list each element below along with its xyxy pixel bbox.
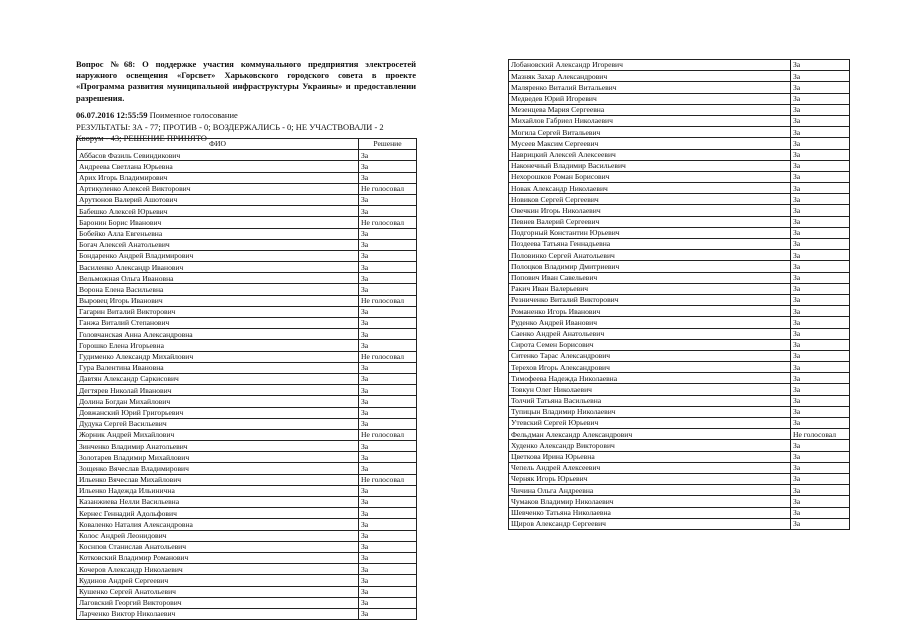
table-row	[77, 194, 417, 205]
deputy-name: Ильенко Вячеслав Михайлович	[77, 474, 359, 485]
question-text: Вопрос №68: О поддержке участия коммунального предприятия электросетей наружного освещения «Горсвет» Харьковского городского совета в проекте «Программа развития муниципальной инфраструктуры Украины» и предоставлении разрешения.	[76, 59, 416, 103]
vote-decision: За	[359, 340, 417, 351]
deputy-name: Щиров Александр Сергеевич	[509, 518, 791, 529]
table-row	[77, 250, 417, 261]
table-row	[77, 340, 417, 351]
vote-decision: За	[359, 150, 417, 161]
vote-decision: Не голосовал	[359, 429, 417, 440]
deputy-name: Попович Иван Савельевич	[509, 272, 791, 283]
table-row	[509, 171, 850, 182]
table-row	[509, 294, 850, 305]
table-row	[509, 384, 850, 395]
table-row	[77, 362, 417, 373]
table-row	[77, 597, 417, 608]
deputy-name: Зинченко Владимир Анатольевич	[77, 441, 359, 452]
deputy-name: Выровец Игорь Иванович	[77, 295, 359, 306]
vote-decision: За	[791, 160, 850, 171]
deputy-name: Шевченко Татьяна Николаевна	[509, 507, 791, 518]
left-table-body	[77, 150, 417, 620]
deputy-name: Медведев Юрий Игоревич	[509, 93, 791, 104]
vote-decision: За	[359, 519, 417, 530]
vote-decision: За	[791, 171, 850, 182]
deputy-name: Ларченко Виктор Николаевич	[77, 608, 359, 619]
vote-decision: За	[791, 250, 850, 261]
deputy-name: Ракич Иван Валерьевич	[509, 283, 791, 294]
vote-decision: За	[359, 239, 417, 250]
deputy-name: Головчанская Анна Александровна	[77, 329, 359, 340]
table-row	[509, 115, 850, 126]
vote-decision: За	[359, 329, 417, 340]
deputy-name: Жорник Андрей Михайлович	[77, 429, 359, 440]
table-row	[77, 508, 417, 519]
vote-decision: За	[791, 239, 850, 250]
vote-decision: За	[359, 463, 417, 474]
deputy-name: Толчий Татьяна Васильевна	[509, 395, 791, 406]
vote-decision: За	[791, 485, 850, 496]
vote-decision: За	[791, 440, 850, 451]
deputy-name: Котковский Владимир Романович	[77, 552, 359, 563]
vote-decision: За	[791, 473, 850, 484]
vote-decision: Не голосовал	[359, 474, 417, 485]
right-vote-table	[508, 59, 850, 530]
deputy-name: Маляренко Виталий Витальевич	[509, 82, 791, 93]
vote-decision: За	[791, 272, 850, 283]
deputy-name: Тупицын Владимир Николаевич	[509, 406, 791, 417]
vote-decision: За	[791, 138, 850, 149]
table-row	[509, 183, 850, 194]
deputy-name: Артикуленко Алексей Викторович	[77, 183, 359, 194]
table-row	[509, 127, 850, 138]
vote-decision: За	[359, 362, 417, 373]
table-row	[509, 440, 850, 451]
vote-decision: Не голосовал	[359, 351, 417, 362]
deputy-name: Бондаренко Андрей Владимирович	[77, 250, 359, 261]
table-row	[77, 329, 417, 340]
table-row	[77, 463, 417, 474]
table-row	[77, 183, 417, 194]
deputy-name: Чепель Андрей Алексеевич	[509, 462, 791, 473]
table-row	[509, 328, 850, 339]
deputy-name: Кудинов Андрей Сергеевич	[77, 575, 359, 586]
deputy-name: Могила Сергей Витальевич	[509, 127, 791, 138]
vote-decision: За	[791, 115, 850, 126]
deputy-name: Черняк Игорь Юрьевич	[509, 473, 791, 484]
table-row	[509, 507, 850, 518]
vote-decision: За	[359, 284, 417, 295]
vote-decision: За	[359, 318, 417, 329]
vote-decision: За	[359, 497, 417, 508]
deputy-name: Товкун Олег Николаевич	[509, 384, 791, 395]
vote-decision: За	[791, 71, 850, 82]
vote-decision: За	[791, 384, 850, 395]
vote-decision: За	[359, 508, 417, 519]
vote-decision: За	[359, 564, 417, 575]
table-row	[509, 485, 850, 496]
table-row	[77, 530, 417, 541]
vote-decision: За	[791, 205, 850, 216]
deputy-name: Бобейко Алла Евгеньевна	[77, 228, 359, 239]
table-row	[509, 418, 850, 429]
deputy-name: Арих Игорь Владимирович	[77, 172, 359, 183]
deputy-name: Ворона Елена Васильевна	[77, 284, 359, 295]
vote-decision: За	[791, 127, 850, 138]
table-row	[77, 441, 417, 452]
table-row	[509, 104, 850, 115]
deputy-name: Мазняк Захар Александрович	[509, 71, 791, 82]
table-row	[509, 339, 850, 350]
deputy-name: Михайлов Габриел Николаевич	[509, 115, 791, 126]
vote-decision: За	[359, 194, 417, 205]
table-row	[77, 608, 417, 619]
column-header-name: ФИО	[77, 139, 359, 150]
table-row	[509, 138, 850, 149]
quorum-line: Кворум - 43; РЕШЕНИЕ ПРИНЯТО	[76, 133, 207, 144]
table-row	[509, 149, 850, 160]
vote-decision: За	[791, 294, 850, 305]
table-row	[509, 283, 850, 294]
table-row	[509, 496, 850, 507]
table-row	[77, 575, 417, 586]
vote-decision: За	[359, 228, 417, 239]
table-row	[509, 194, 850, 205]
vote-decision: За	[791, 60, 850, 71]
deputy-name: Поздеева Татьяна Геннадьевна	[509, 239, 791, 250]
deputy-name: Баронин Борис Иванович	[77, 217, 359, 228]
table-row	[509, 317, 850, 328]
table-row	[509, 306, 850, 317]
deputy-name: Мезенцева Мария Сергеевна	[509, 104, 791, 115]
vote-decision: За	[359, 485, 417, 496]
deputy-name: Арутюнов Валерий Ашотович	[77, 194, 359, 205]
table-row	[509, 406, 850, 417]
table-row	[509, 250, 850, 261]
table-row	[509, 71, 850, 82]
deputy-name: Чумаков Владимир Николаевич	[509, 496, 791, 507]
vote-decision: За	[791, 373, 850, 384]
table-row	[77, 306, 417, 317]
vote-decision: За	[359, 452, 417, 463]
vote-decision: За	[791, 339, 850, 350]
vote-decision: Не голосовал	[359, 183, 417, 194]
table-row	[509, 82, 850, 93]
vote-decision: Не голосовал	[791, 429, 850, 440]
table-row	[77, 351, 417, 362]
table-row	[77, 172, 417, 183]
deputy-name: Лобановский Александр Игоревич	[509, 60, 791, 71]
vote-decision: За	[359, 407, 417, 418]
table-row	[509, 160, 850, 171]
table-row	[509, 227, 850, 238]
table-row	[77, 228, 417, 239]
deputy-name: Долина Богдан Михайлович	[77, 396, 359, 407]
vote-decision: За	[791, 451, 850, 462]
vote-decision: За	[359, 396, 417, 407]
table-row	[77, 497, 417, 508]
deputy-name: Бабешко Алексей Юрьевич	[77, 206, 359, 217]
table-row	[77, 418, 417, 429]
vote-decision: За	[791, 496, 850, 507]
vote-datetime: 06.07.2016 12:55:59	[76, 109, 148, 120]
vote-decision: За	[359, 262, 417, 273]
vote-type: Поименное голосование	[149, 109, 238, 120]
table-row	[509, 373, 850, 384]
vote-decision: За	[359, 385, 417, 396]
vote-decision: За	[791, 227, 850, 238]
table-row	[509, 272, 850, 283]
deputy-name: Аббасов Фазиль Севиндикович	[77, 150, 359, 161]
table-row	[509, 429, 850, 440]
table-row	[77, 150, 417, 161]
deputy-name: Кушенко Сергей Анатольевич	[77, 586, 359, 597]
vote-decision: За	[359, 586, 417, 597]
deputy-name: Певнев Валерий Сергеевич	[509, 216, 791, 227]
vote-decision: За	[359, 575, 417, 586]
table-row	[509, 93, 850, 104]
vote-decision: За	[359, 541, 417, 552]
table-row	[509, 216, 850, 227]
deputy-name: Овечкин Игорь Николаевич	[509, 205, 791, 216]
column-header-decision: Решение	[359, 139, 417, 150]
deputy-name: Резниченко Виталий Викторович	[509, 294, 791, 305]
vote-decision: За	[791, 406, 850, 417]
deputy-name: Руденко Андрей Иванович	[509, 317, 791, 328]
deputy-name: Терехов Игорь Александрович	[509, 362, 791, 373]
vote-decision: За	[359, 552, 417, 563]
table-header-row	[77, 139, 417, 150]
vote-decision: За	[359, 306, 417, 317]
deputy-name: Коваленко Наталия Александровна	[77, 519, 359, 530]
table-row	[77, 407, 417, 418]
deputy-name: Казанжиева Нелли Васильевна	[77, 497, 359, 508]
table-row	[509, 362, 850, 373]
deputy-name: Кернес Геннадий Адольфович	[77, 508, 359, 519]
table-row	[509, 60, 850, 71]
deputy-name: Ганжа Виталий Степанович	[77, 318, 359, 329]
deputy-name: Гура Валентина Ивановна	[77, 362, 359, 373]
deputy-name: Золотарев Владимир Михайлович	[77, 452, 359, 463]
deputy-name: Василенко Александр Иванович	[77, 262, 359, 273]
deputy-name: Дегтярев Николай Иванович	[77, 385, 359, 396]
vote-decision: За	[359, 206, 417, 217]
table-row	[77, 396, 417, 407]
vote-decision: Не голосовал	[359, 295, 417, 306]
deputy-name: Зощенко Вячеслав Владимирович	[77, 463, 359, 474]
vote-decision: За	[791, 462, 850, 473]
document-header	[76, 59, 416, 144]
deputy-name: Фельдман Александр Александрович	[509, 429, 791, 440]
vote-decision: За	[791, 149, 850, 160]
table-row	[509, 395, 850, 406]
deputy-name: Утевский Сергей Юрьевич	[509, 418, 791, 429]
vote-decision: За	[359, 597, 417, 608]
table-row	[77, 284, 417, 295]
vote-decision: За	[791, 350, 850, 361]
table-row	[77, 385, 417, 396]
vote-decision: За	[791, 362, 850, 373]
table-row	[509, 350, 850, 361]
deputy-name: Кочеров Александр Николаевич	[77, 564, 359, 575]
deputy-name: Мусеев Максим Сергеевич	[509, 138, 791, 149]
deputy-name: Тимофеева Надежда Николаевна	[509, 373, 791, 384]
table-row	[77, 429, 417, 440]
deputy-name: Полоцков Владимир Дмитриевич	[509, 261, 791, 272]
table-row	[77, 564, 417, 575]
vote-decision: За	[791, 328, 850, 339]
vote-decision: За	[791, 104, 850, 115]
deputy-name: Вельможная Ольга Ивановна	[77, 273, 359, 284]
vote-decision: За	[791, 283, 850, 294]
deputy-name: Гудименко Александр Михайлович	[77, 351, 359, 362]
table-row	[77, 485, 417, 496]
table-row	[77, 474, 417, 485]
deputy-name: Нехорошков Роман Борисович	[509, 171, 791, 182]
deputy-name: Наврицкий Алексей Алексеевич	[509, 149, 791, 160]
deputy-name: Дудука Сергей Васильевич	[77, 418, 359, 429]
vote-decision: За	[359, 273, 417, 284]
deputy-name: Андреева Светлана Юрьевна	[77, 161, 359, 172]
right-table-body	[509, 60, 850, 530]
deputy-name: Саенко Андрей Анатольевич	[509, 328, 791, 339]
table-row	[77, 217, 417, 228]
vote-decision: За	[791, 518, 850, 529]
vote-decision: Не голосовал	[359, 217, 417, 228]
table-row	[77, 373, 417, 384]
table-row	[77, 318, 417, 329]
vote-decision: За	[791, 507, 850, 518]
vote-decision: За	[791, 93, 850, 104]
vote-decision: За	[359, 161, 417, 172]
table-row	[509, 518, 850, 529]
table-row	[77, 239, 417, 250]
deputy-name: Колос Андрей Леонидович	[77, 530, 359, 541]
table-row	[77, 161, 417, 172]
table-row	[77, 273, 417, 284]
table-row	[509, 261, 850, 272]
vote-results: РЕЗУЛЬТАТЫ: ЗА - 77; ПРОТИВ - 0; ВОЗДЕРЖАЛИСЬ - 0; НЕ УЧАСТВОВАЛИ - 2	[76, 122, 384, 133]
deputy-name: Новиков Сергей Сергеевич	[509, 194, 791, 205]
deputy-name: Довжанский Юрий Григорьевич	[77, 407, 359, 418]
deputy-name: Богач Алексей Анатольевич	[77, 239, 359, 250]
vote-decision: За	[359, 172, 417, 183]
vote-decision: За	[791, 216, 850, 227]
table-row	[77, 295, 417, 306]
table-row	[77, 452, 417, 463]
table-row	[509, 462, 850, 473]
vote-decision: За	[359, 250, 417, 261]
deputy-name: Сирота Семен Борисович	[509, 339, 791, 350]
deputy-name: Ситенко Тарас Александрович	[509, 350, 791, 361]
vote-decision: За	[359, 373, 417, 384]
table-row	[77, 206, 417, 217]
table-row	[509, 239, 850, 250]
deputy-name: Давтян Александр Саркисович	[77, 373, 359, 384]
table-row	[509, 205, 850, 216]
vote-decision: За	[791, 317, 850, 328]
table-row	[77, 552, 417, 563]
table-row	[77, 262, 417, 273]
vote-decision: За	[791, 395, 850, 406]
deputy-name: Ильенко Надежда Ильинична	[77, 485, 359, 496]
vote-decision: За	[791, 82, 850, 93]
table-row	[509, 473, 850, 484]
deputy-name: Лаговский Георгий Викторович	[77, 597, 359, 608]
vote-decision: За	[359, 418, 417, 429]
deputy-name: Романенко Игорь Иванович	[509, 306, 791, 317]
deputy-name: Новак Александр Николаевич	[509, 183, 791, 194]
deputy-name: Худенко Александр Викторович	[509, 440, 791, 451]
vote-decision: За	[791, 306, 850, 317]
deputy-name: Чичина Ольга Андреевна	[509, 485, 791, 496]
table-row	[77, 586, 417, 597]
table-row	[77, 541, 417, 552]
vote-decision: За	[359, 530, 417, 541]
vote-decision: За	[791, 194, 850, 205]
vote-decision: За	[359, 608, 417, 619]
vote-decision: За	[791, 418, 850, 429]
deputy-name: Гагарин Виталий Викторович	[77, 306, 359, 317]
deputy-name: Половинко Сергей Анатольевич	[509, 250, 791, 261]
table-row	[77, 519, 417, 530]
deputy-name: Подгорный Константин Юрьевич	[509, 227, 791, 238]
vote-decision: За	[359, 441, 417, 452]
left-vote-table	[76, 138, 417, 620]
vote-decision: За	[791, 261, 850, 272]
vote-datetime-line	[76, 110, 416, 121]
deputy-name: Горошко Елена Игорьевна	[77, 340, 359, 351]
table-row	[509, 451, 850, 462]
deputy-name: Наконечный Владимир Васильевич	[509, 160, 791, 171]
vote-decision: За	[791, 183, 850, 194]
deputy-name: Коснпов Станислав Анатольевич	[77, 541, 359, 552]
deputy-name: Цветкова Ирина Юрьевна	[509, 451, 791, 462]
